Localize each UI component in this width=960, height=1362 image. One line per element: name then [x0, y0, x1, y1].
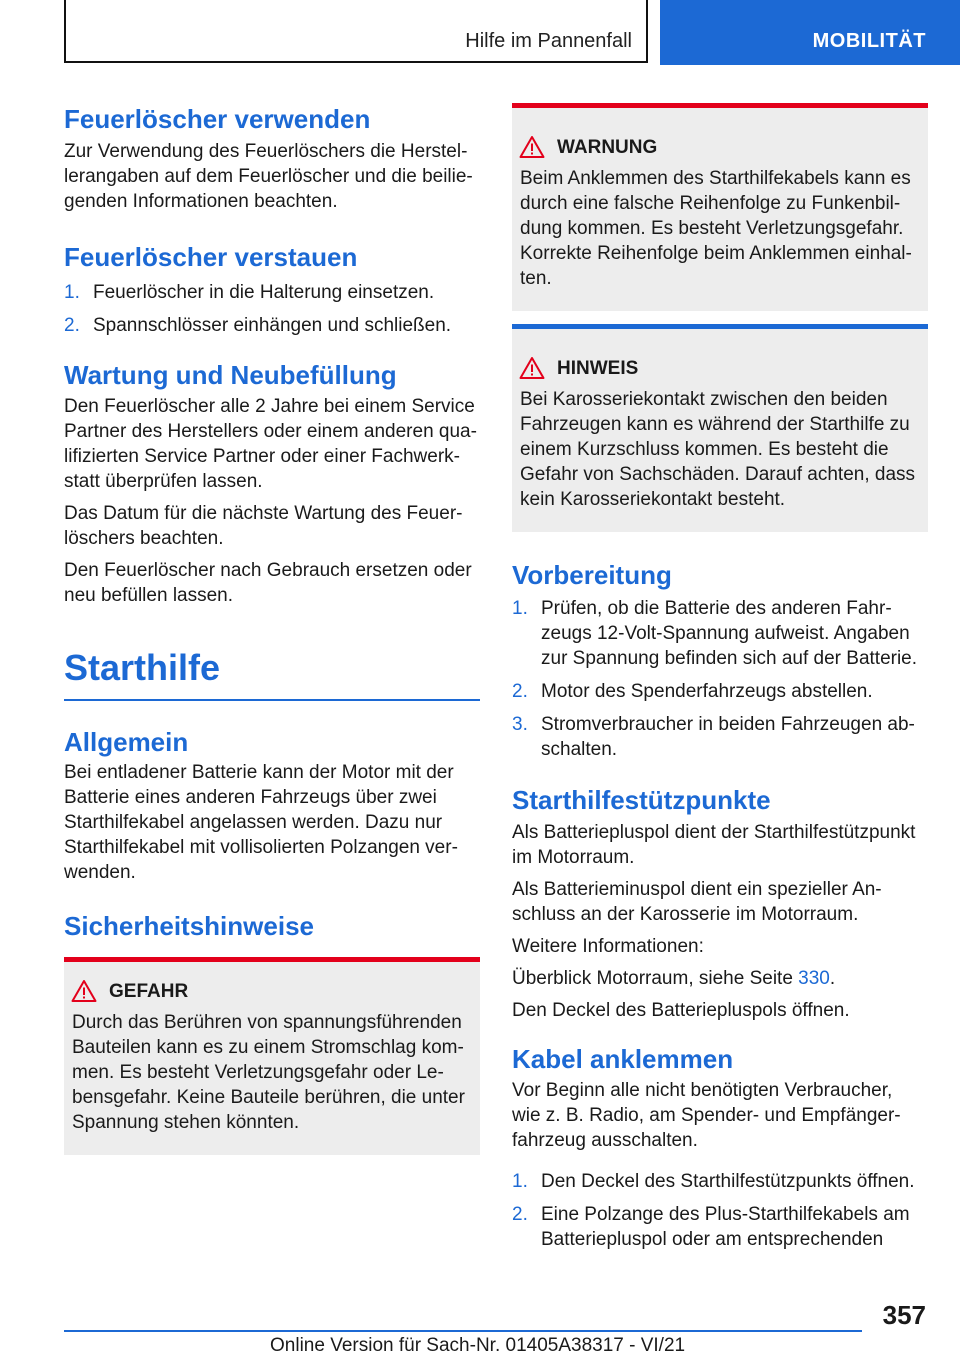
text-line: einem Kurzschluss kommen. Es besteht die: [520, 439, 889, 460]
paragraph-allgemein: [64, 760, 480, 885]
list-item-number: 1.: [512, 598, 528, 619]
heading-feuerloescher-verwenden: Feuerlöscher verwenden: [64, 104, 371, 134]
list-item: [64, 280, 480, 305]
text-line: Starthilfekabel angelassen werden. Dazu nur: [64, 812, 443, 833]
footer-online-version: Online Version für Sach-Nr. 01405A38317 - VI/21: [270, 1335, 686, 1356]
paragraph-stuetz-2: [512, 877, 928, 927]
list-item: [512, 1202, 928, 1252]
text-line: dung kommen. Es besteht Verletzungsgefahr.: [520, 218, 904, 239]
warning-triangle-icon: [519, 356, 545, 380]
text-line: Bei entladener Batterie kann der Motor mit der: [64, 762, 454, 783]
list-kabel: [512, 1169, 928, 1252]
page-number: 357: [882, 1300, 926, 1330]
text-line: fahrzeug ausschalten.: [512, 1130, 698, 1151]
notice-text: [512, 387, 928, 512]
paragraph-wartung-3: [64, 558, 480, 608]
text-line: Eine Polzange des Plus-Starthilfekabels am: [541, 1204, 910, 1225]
paragraph-stuetz-1: [512, 820, 928, 870]
list-item-text: Feuerlöscher in die Halterung einsetzen.: [93, 282, 435, 303]
text-line: Den Feuerlöscher alle 2 Jahre bei einem Service: [64, 396, 475, 417]
list-item-number: 2.: [64, 315, 80, 336]
list-item: [512, 712, 928, 762]
text-line: statt überprüfen lassen.: [64, 471, 263, 492]
warning-triangle-icon: [519, 135, 545, 159]
text-line: Zur Verwendung des Feuerlöschers die Herstel-: [64, 141, 468, 162]
text-line: Fahrzeugen kann es während der Starthilfe zu: [520, 414, 910, 435]
text-line: Partner des Herstellers oder einem anderen qua-: [64, 421, 477, 442]
list-item-text: Spannschlösser einhängen und schließen.: [93, 315, 452, 336]
text-line: zeugs 12-Volt-Spannung aufweist. Angaben: [541, 623, 910, 644]
heading-feuerloescher-verstauen: Feuerlöscher verstauen: [64, 242, 358, 272]
paragraph-ueberblick: [512, 966, 928, 991]
text-line: Prüfen, ob die Batterie des anderen Fahr-: [541, 598, 892, 619]
heading-kabel-anklemmen: Kabel anklemmen: [512, 1044, 734, 1074]
text-line: Als Batteriepluspol dient der Starthilfestützpunkt: [512, 822, 916, 843]
page-reference-link[interactable]: 330: [798, 968, 830, 989]
notice-box: [512, 324, 928, 532]
text-line: men. Es besteht Verletzungsgefahr oder Le-: [72, 1062, 444, 1083]
text-line: genden Informationen beachten.: [64, 191, 338, 212]
text-line: Starthilfekabel mit vollisolierten Polzangen ver-: [64, 837, 458, 858]
list-item: [64, 313, 480, 338]
heading-allgemein: Allgemein: [64, 727, 189, 757]
paragraph-verwenden: [64, 139, 480, 214]
text-line: Spannung stehen könnten.: [72, 1112, 300, 1133]
list-vorbereitung: [512, 596, 928, 762]
heading-sicherheitshinweise: Sicherheitshinweise: [64, 911, 314, 941]
danger-label: GEFAHR: [109, 981, 189, 1002]
footer-rule: [64, 1330, 862, 1332]
warning-triangle-icon: [71, 979, 97, 1003]
header-section-title: Hilfe im Pannenfall: [465, 30, 632, 52]
heading-vorbereitung: Vorbereitung: [512, 560, 672, 590]
text-line: bensgefahr. Keine Bauteile berühren, die unter: [72, 1087, 465, 1108]
ueberblick-suffix: .: [829, 968, 836, 989]
text-line: Motor des Spenderfahrzeugs abstellen.: [541, 681, 873, 702]
heading-wartung: Wartung und Neubefüllung: [64, 360, 397, 390]
text-line: im Motorraum.: [512, 847, 635, 868]
header-chapter-title: MOBILITÄT: [812, 30, 926, 52]
text-line: wenden.: [64, 862, 136, 883]
list-item-number: 3.: [512, 714, 528, 735]
ueberblick-prefix: Überblick Motorraum, siehe Seite: [512, 968, 799, 989]
text-line: ten.: [520, 268, 552, 289]
paragraph-deckel: Den Deckel des Batteriepluspols öffnen.: [512, 1000, 850, 1021]
text-line: Bei Karosseriekontakt zwischen den beiden: [520, 389, 888, 410]
warning-box-header: [512, 132, 928, 162]
danger-box-header: [64, 976, 480, 1006]
text-line: zur Spannung befinden sich auf der Batterie.: [541, 648, 918, 669]
text-line: lifizierten Service Partner oder einer Fachwerk-: [64, 446, 460, 467]
text-line: Beim Anklemmen des Starthilfekabels kann es: [520, 168, 911, 189]
header-chapter-tab: [660, 0, 960, 65]
text-line: Vor Beginn alle nicht benötigten Verbraucher,: [512, 1080, 893, 1101]
paragraph-wartung-1: [64, 394, 480, 494]
header-section-box: [64, 0, 648, 63]
text-line: durch eine falsche Reihenfolge zu Funkenbil-: [520, 193, 901, 214]
text-line: schluss an der Karosserie im Motorraum.: [512, 904, 859, 925]
warning-box: [512, 103, 928, 311]
warning-text: [512, 166, 928, 291]
text-line: Batterie eines anderen Fahrzeugs über zwei: [64, 787, 437, 808]
paragraph-kabel: [512, 1078, 928, 1153]
text-line: lerangaben auf dem Feuerlöscher und die beilie-: [64, 166, 473, 187]
heading-starthilfestuetzpunkte: Starthilfestützpunkte: [512, 785, 771, 815]
left-column: [64, 104, 480, 1155]
warning-label: WARNUNG: [557, 137, 658, 158]
list-item: [512, 679, 928, 704]
text-line: Den Deckel des Starthilfestützpunkts öffnen.: [541, 1171, 915, 1192]
paragraph-weitere: Weitere Informationen:: [512, 936, 704, 957]
text-line: schalten.: [541, 739, 618, 760]
text-line: kein Karosseriekontakt besteht.: [520, 489, 786, 510]
notice-box-header: [512, 353, 928, 383]
text-line: Den Feuerlöscher nach Gebrauch ersetzen oder: [64, 560, 472, 581]
danger-box: [64, 957, 480, 1155]
text-line: Stromverbraucher in beiden Fahrzeugen ab-: [541, 714, 915, 735]
list-item-number: 2.: [512, 681, 528, 702]
text-line: Das Datum für die nächste Wartung des Feuer-: [64, 503, 463, 524]
list-item-number: 1.: [512, 1171, 528, 1192]
text-line: neu befüllen lassen.: [64, 585, 234, 606]
text-line: Korrekte Reihenfolge beim Anklemmen einhal-: [520, 243, 912, 264]
list-item-number: 1.: [64, 282, 80, 303]
paragraph-wartung-2: [64, 501, 480, 551]
list-item-number: 2.: [512, 1204, 528, 1225]
danger-text: [64, 1010, 480, 1135]
list-item: [512, 1169, 928, 1194]
chapter-rule: [64, 699, 480, 701]
text-line: wie z. B. Radio, am Spender- und Empfänger-: [512, 1105, 901, 1126]
list-verstauen: [64, 280, 480, 338]
text-line: Bauteilen kann es zu einem Stromschlag kom-: [72, 1037, 464, 1058]
text-line: Als Batterieminuspol dient ein spezieller An-: [512, 879, 882, 900]
notice-label: HINWEIS: [557, 358, 639, 379]
chapter-heading-starthilfe: Starthilfe: [64, 647, 221, 688]
text-line: Durch das Berühren von spannungsführenden: [72, 1012, 462, 1033]
text-line: löschers beachten.: [64, 528, 224, 549]
right-column: [512, 103, 928, 1252]
text-line: Gefahr von Sachschäden. Darauf achten, dass: [520, 464, 916, 485]
list-item: [512, 596, 928, 671]
text-line: Batteriepluspol oder am entsprechenden: [541, 1229, 884, 1250]
